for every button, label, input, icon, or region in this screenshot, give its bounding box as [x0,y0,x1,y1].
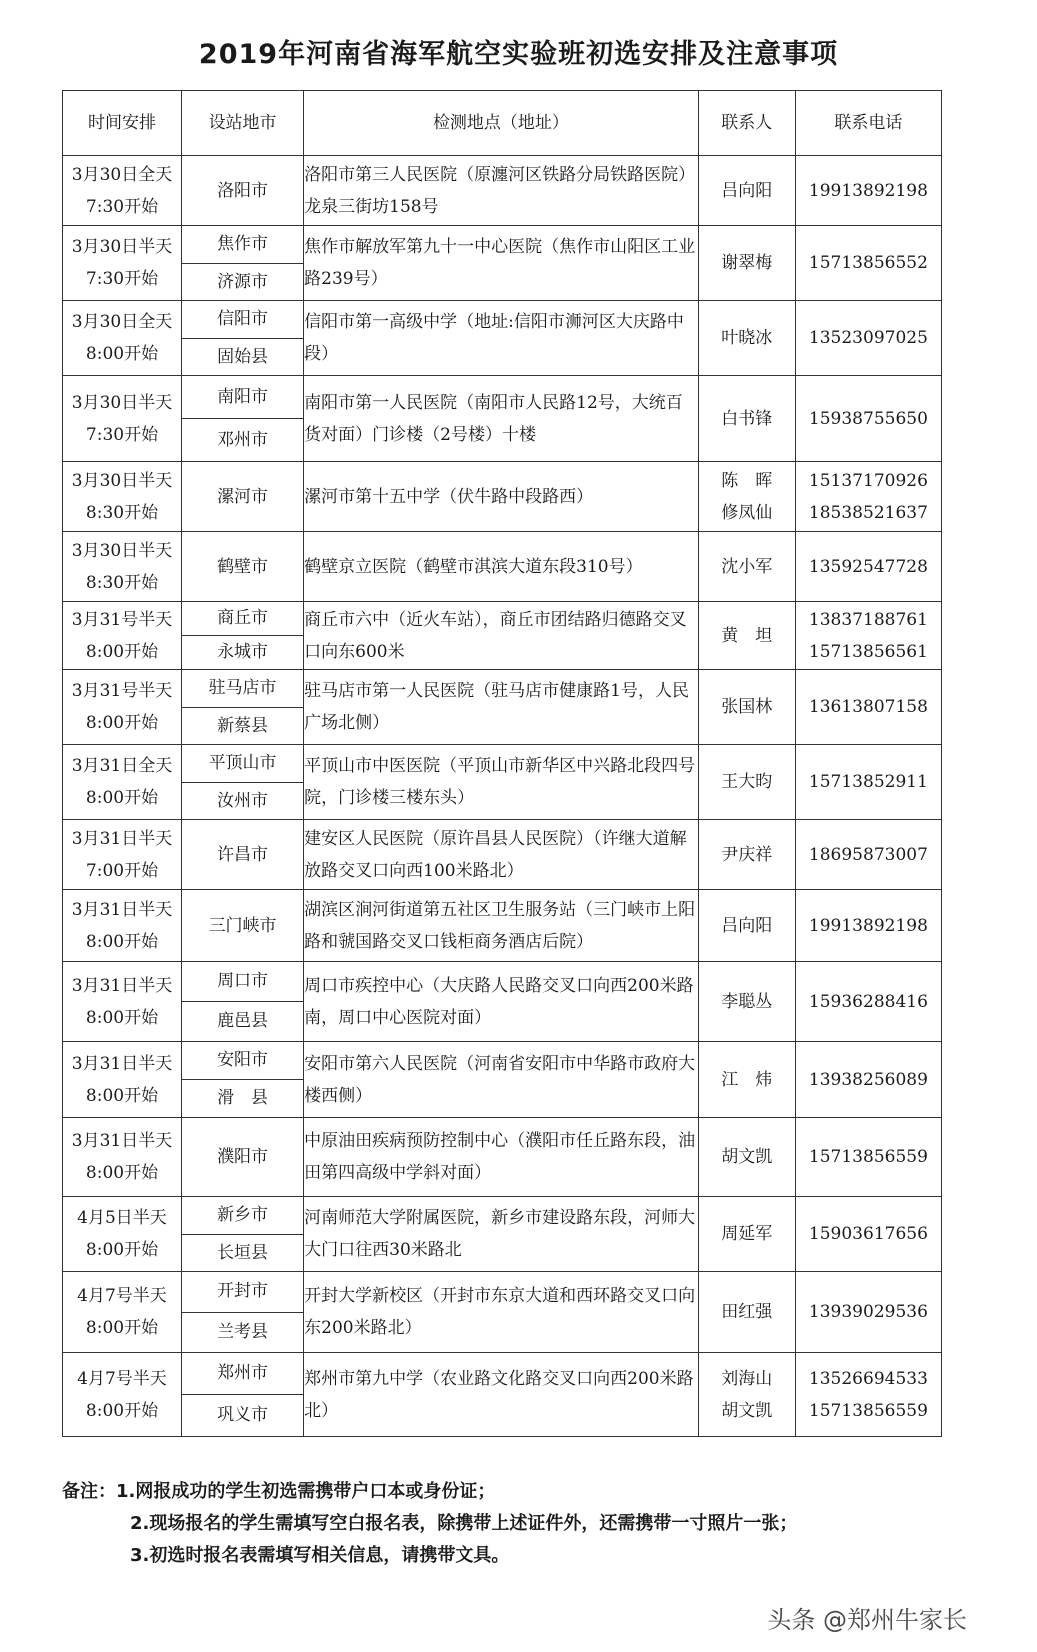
time-line: 8:00开始 [85,1163,159,1183]
contact-name: 张国林 [721,697,773,717]
time-line: 3月31日半天 [71,1053,173,1074]
note-item: 1.网报成功的学生初选需携带户口本或身份证； [116,1481,496,1502]
time-line: 8:00开始 [85,1085,159,1106]
contact-cell [698,670,795,745]
table-row [63,890,942,962]
table-row [63,301,942,376]
city-cell [182,532,304,602]
table-row [63,376,942,462]
table-row [63,226,942,301]
contact-name: 吕向阳 [721,915,773,936]
city-cell [182,1272,304,1353]
phone-cell [795,376,941,462]
address-cell: 平顶山市中医医院（平顶山市新华区中兴路北段四号院，门诊楼三楼东头） [304,745,699,820]
note-line-2: 2.现场报名的学生需填写空白报名表，除携带上述证件外，还需携带一寸照片一张； [130,1513,798,1534]
city-name: 永城市 [182,635,303,669]
contact-cell [698,301,795,376]
city-cell [182,1197,304,1272]
city-name: 周口市 [217,971,269,991]
phone-number: 13938256089 [808,1069,928,1090]
time-cell [63,962,182,1042]
address-cell: 商丘市六中（近火车站），商丘市团结路归德路交叉口向东600米 [304,602,699,670]
table-row [63,462,942,532]
address-cell: 焦作市解放军第九十一中心医院（焦作市山阳区工业路239号） [304,226,699,301]
phone-number: 15713856559 [808,1400,928,1421]
time-cell [63,602,182,670]
city-cell [182,156,304,226]
address-cell: 开封大学新校区（开封市东京大道和西环路交叉口向东200米路北） [304,1272,699,1353]
phone-number: 13939029536 [808,1302,928,1322]
header-contact: 联系人 [698,91,795,156]
time-line: 8:00开始 [85,931,159,952]
address-cell: 河南师范大学附属医院，新乡市建设路东段，河师大大门口往西30米路北 [304,1197,699,1272]
city-name: 濮阳市 [217,1147,269,1167]
table-row [63,1272,942,1353]
phone-number: 15137170926 [808,470,928,491]
contact-cell [698,1353,795,1437]
phone-cell [795,1272,941,1353]
time-line: 7:30开始 [85,424,159,445]
phone-number: 13592547728 [808,556,928,577]
table-row [63,820,942,890]
time-line: 3月30日全天 [71,312,173,332]
time-cell [63,890,182,962]
city-name: 焦作市 [217,234,269,254]
time-cell [63,156,182,226]
time-cell [63,1353,182,1437]
table-row [63,745,942,820]
contact-cell [698,1042,795,1118]
phone-number: 13613807158 [808,697,928,717]
schedule-table [62,90,942,1437]
phone-number: 18695873007 [808,844,928,865]
contact-cell [698,1272,795,1353]
city-name: 三门峡市 [208,915,277,936]
address-cell: 湖滨区涧河街道第五社区卫生服务站（三门峡市上阳路和虢国路交叉口钱柜商务酒店后院） [304,890,699,962]
contact-cell [698,1118,795,1197]
contact-name: 黄 坦 [721,625,773,646]
address-cell: 洛阳市第三人民医院（原瀍河区铁路分局铁路医院）龙泉三街坊158号 [304,156,699,226]
city-name: 安阳市 [217,1050,269,1070]
contact-name: 尹庆祥 [721,844,773,865]
table-row [63,1353,942,1437]
header-city: 设站地市 [182,91,304,156]
time-line: 3月30日半天 [71,470,173,491]
city-name: 固始县 [182,338,303,376]
phone-cell [795,156,941,226]
time-cell [63,462,182,532]
address-cell: 郑州市第九中学（农业路文化路交叉口向西200米路北） [304,1353,699,1437]
city-name: 汝州市 [182,782,303,820]
city-cell [182,890,304,962]
table-row [63,156,942,226]
address-cell: 漯河市第十五中学（伏牛路中段路西） [304,462,699,532]
time-line: 8:00开始 [85,1240,159,1260]
note-line-3: 3.初选时报名表需填写相关信息，请携带文具。 [130,1545,510,1566]
time-cell [63,1272,182,1353]
address-cell: 信阳市第一高级中学（地址:信阳市浉河区大庆路中段） [304,301,699,376]
contact-cell [698,745,795,820]
phone-cell [795,1042,941,1118]
time-cell [63,820,182,890]
city-name: 平顶山市 [208,753,277,773]
header-phone: 联系电话 [795,91,941,156]
notes-label: 备注： [62,1481,116,1502]
contact-name: 谢翠梅 [721,253,773,273]
contact-name: 吕向阳 [721,180,773,201]
contact-name: 沈小军 [721,556,773,577]
contact-name: 刘海山 [721,1368,773,1389]
phone-cell [795,462,941,532]
phone-number: 13526694533 [808,1368,928,1389]
table-row [63,1042,942,1118]
address-cell: 中原油田疾病预防控制中心（濮阳市任丘路东段，油田第四高级中学斜对面） [304,1118,699,1197]
time-line: 8:00开始 [85,641,159,662]
address-cell: 南阳市第一人民医院（南阳市人民路12号，大统百货对面）门诊楼（2号楼）十楼 [304,376,699,462]
city-name: 郑州市 [217,1363,269,1383]
time-line: 3月31日半天 [71,828,173,849]
time-line: 8:00开始 [85,1007,159,1028]
city-cell [182,376,304,462]
time-line: 3月30日半天 [71,392,173,413]
time-line: 8:00开始 [85,1400,159,1421]
contact-cell [698,602,795,670]
phone-number: 19913892198 [808,180,928,201]
contact-cell [698,376,795,462]
phone-number: 15713856561 [808,641,928,662]
time-line: 3月30日半天 [71,237,173,257]
header-address: 检测地点（地址） [304,91,699,156]
phone-cell [795,1197,941,1272]
table-row [63,962,942,1042]
table-header-row [63,91,942,156]
city-cell [182,301,304,376]
time-line: 8:00开始 [85,344,159,364]
note-line-1 [62,1476,1002,1508]
table-row [63,1118,942,1197]
contact-name: 陈 晖 [721,470,773,491]
phone-number: 15713852911 [808,772,928,792]
table-row [63,602,942,670]
city-name: 鹿邑县 [182,1001,303,1041]
time-line: 7:30开始 [85,196,159,217]
city-cell [182,1042,304,1118]
contact-cell [698,156,795,226]
time-cell [63,532,182,602]
phone-cell [795,1353,941,1437]
table-row [63,1197,942,1272]
time-cell [63,376,182,462]
phone-cell [795,532,941,602]
city-cell [182,1353,304,1437]
city-name: 长垣县 [182,1234,303,1272]
phone-number: 15713856559 [808,1147,928,1167]
contact-name: 周延军 [721,1224,773,1244]
contact-cell [698,462,795,532]
phone-cell [795,745,941,820]
time-line: 3月30日全天 [71,164,173,185]
time-cell [63,745,182,820]
phone-number: 18538521637 [808,502,928,523]
time-line: 8:30开始 [85,502,159,523]
city-cell [182,1118,304,1197]
time-line: 3月31日半天 [71,1131,173,1151]
phone-cell [795,670,941,745]
contact-cell [698,1197,795,1272]
address-cell: 安阳市第六人民医院（河南省安阳市中华路市政府大楼西侧） [304,1042,699,1118]
city-cell [182,226,304,301]
time-line: 3月31号半天 [71,609,173,630]
time-line: 3月31日全天 [71,756,173,776]
address-cell: 驻马店市第一人民医院（驻马店市健康路1号，人民广场北侧） [304,670,699,745]
phone-number: 19913892198 [808,915,928,936]
time-line: 4月7号半天 [77,1368,167,1389]
city-name: 信阳市 [217,309,269,329]
contact-cell [698,820,795,890]
time-cell [63,1118,182,1197]
phone-cell [795,962,941,1042]
notes [62,1476,1002,1572]
address-cell: 鹤壁京立医院（鹤壁市淇滨大道东段310号） [304,532,699,602]
city-name: 鹤壁市 [217,556,269,577]
contact-name: 胡文凯 [721,1147,773,1167]
city-name: 开封市 [217,1281,269,1301]
city-name: 许昌市 [217,844,269,865]
city-name: 南阳市 [217,387,269,407]
time-line: 3月31日半天 [71,899,173,920]
time-cell [63,1042,182,1118]
contact-name: 李聪丛 [721,991,773,1012]
city-cell [182,820,304,890]
city-cell [182,602,304,670]
phone-cell [795,301,941,376]
table-row [63,532,942,602]
contact-cell [698,532,795,602]
phone-number: 13837188761 [808,609,928,630]
phone-number: 15938755650 [808,408,928,429]
contact-cell [698,226,795,301]
time-line: 8:00开始 [85,1318,159,1338]
city-name: 漯河市 [217,486,269,507]
contact-name: 田红强 [721,1302,773,1322]
time-cell [63,1197,182,1272]
contact-cell [698,890,795,962]
city-cell [182,745,304,820]
phone-number: 13523097025 [808,328,928,348]
phone-cell [795,602,941,670]
city-name: 新蔡县 [182,707,303,745]
time-cell [63,301,182,376]
address-cell: 周口市疾控中心（大庆路人民路交叉口向西200米路南，周口中心医院对面） [304,962,699,1042]
phone-cell [795,1118,941,1197]
time-line: 8:30开始 [85,572,159,593]
phone-cell [795,226,941,301]
address-cell: 建安区人民医院（原许昌县人民医院）（许继大道解放路交叉口向西100米路北） [304,820,699,890]
phone-cell [795,890,941,962]
city-name: 滑 县 [182,1079,303,1117]
contact-name: 王大昀 [721,772,773,792]
time-line: 3月31号半天 [71,681,173,701]
schedule-rows [63,156,942,1437]
contact-name: 胡文凯 [721,1400,773,1421]
phone-number: 15713856552 [808,253,928,273]
time-line: 8:00开始 [85,788,159,808]
watermark: 头条 @郑州牛家长 [767,1606,967,1634]
time-cell [63,670,182,745]
time-line: 3月30日半天 [71,540,173,561]
city-name: 巩义市 [182,1394,303,1436]
time-line: 4月5日半天 [77,1208,167,1228]
phone-number: 15936288416 [808,991,928,1012]
city-name: 兰考县 [182,1312,303,1353]
city-name: 洛阳市 [217,180,269,201]
time-line: 3月31日半天 [71,975,173,996]
time-cell [63,226,182,301]
time-line: 7:00开始 [85,860,159,881]
phone-cell [795,820,941,890]
page-title: 2019年河南省海军航空实验班初选安排及注意事项 [198,39,839,70]
contact-name: 修凤仙 [721,502,773,523]
contact-cell [698,962,795,1042]
city-name: 邓州市 [182,418,303,461]
city-name: 商丘市 [217,608,269,628]
time-line: 7:30开始 [85,269,159,289]
city-name: 驻马店市 [208,678,277,698]
city-cell [182,962,304,1042]
contact-name: 江 炜 [721,1069,773,1090]
city-cell [182,670,304,745]
time-line: 4月7号半天 [77,1286,167,1306]
phone-number: 15903617656 [808,1224,928,1244]
contact-name: 白书锋 [721,408,773,429]
time-line: 8:00开始 [85,713,159,733]
table-row [63,670,942,745]
city-name: 济源市 [182,263,303,301]
header-time: 时间安排 [63,91,182,156]
city-name: 新乡市 [217,1205,269,1225]
city-cell [182,462,304,532]
contact-name: 叶晓冰 [721,328,773,348]
